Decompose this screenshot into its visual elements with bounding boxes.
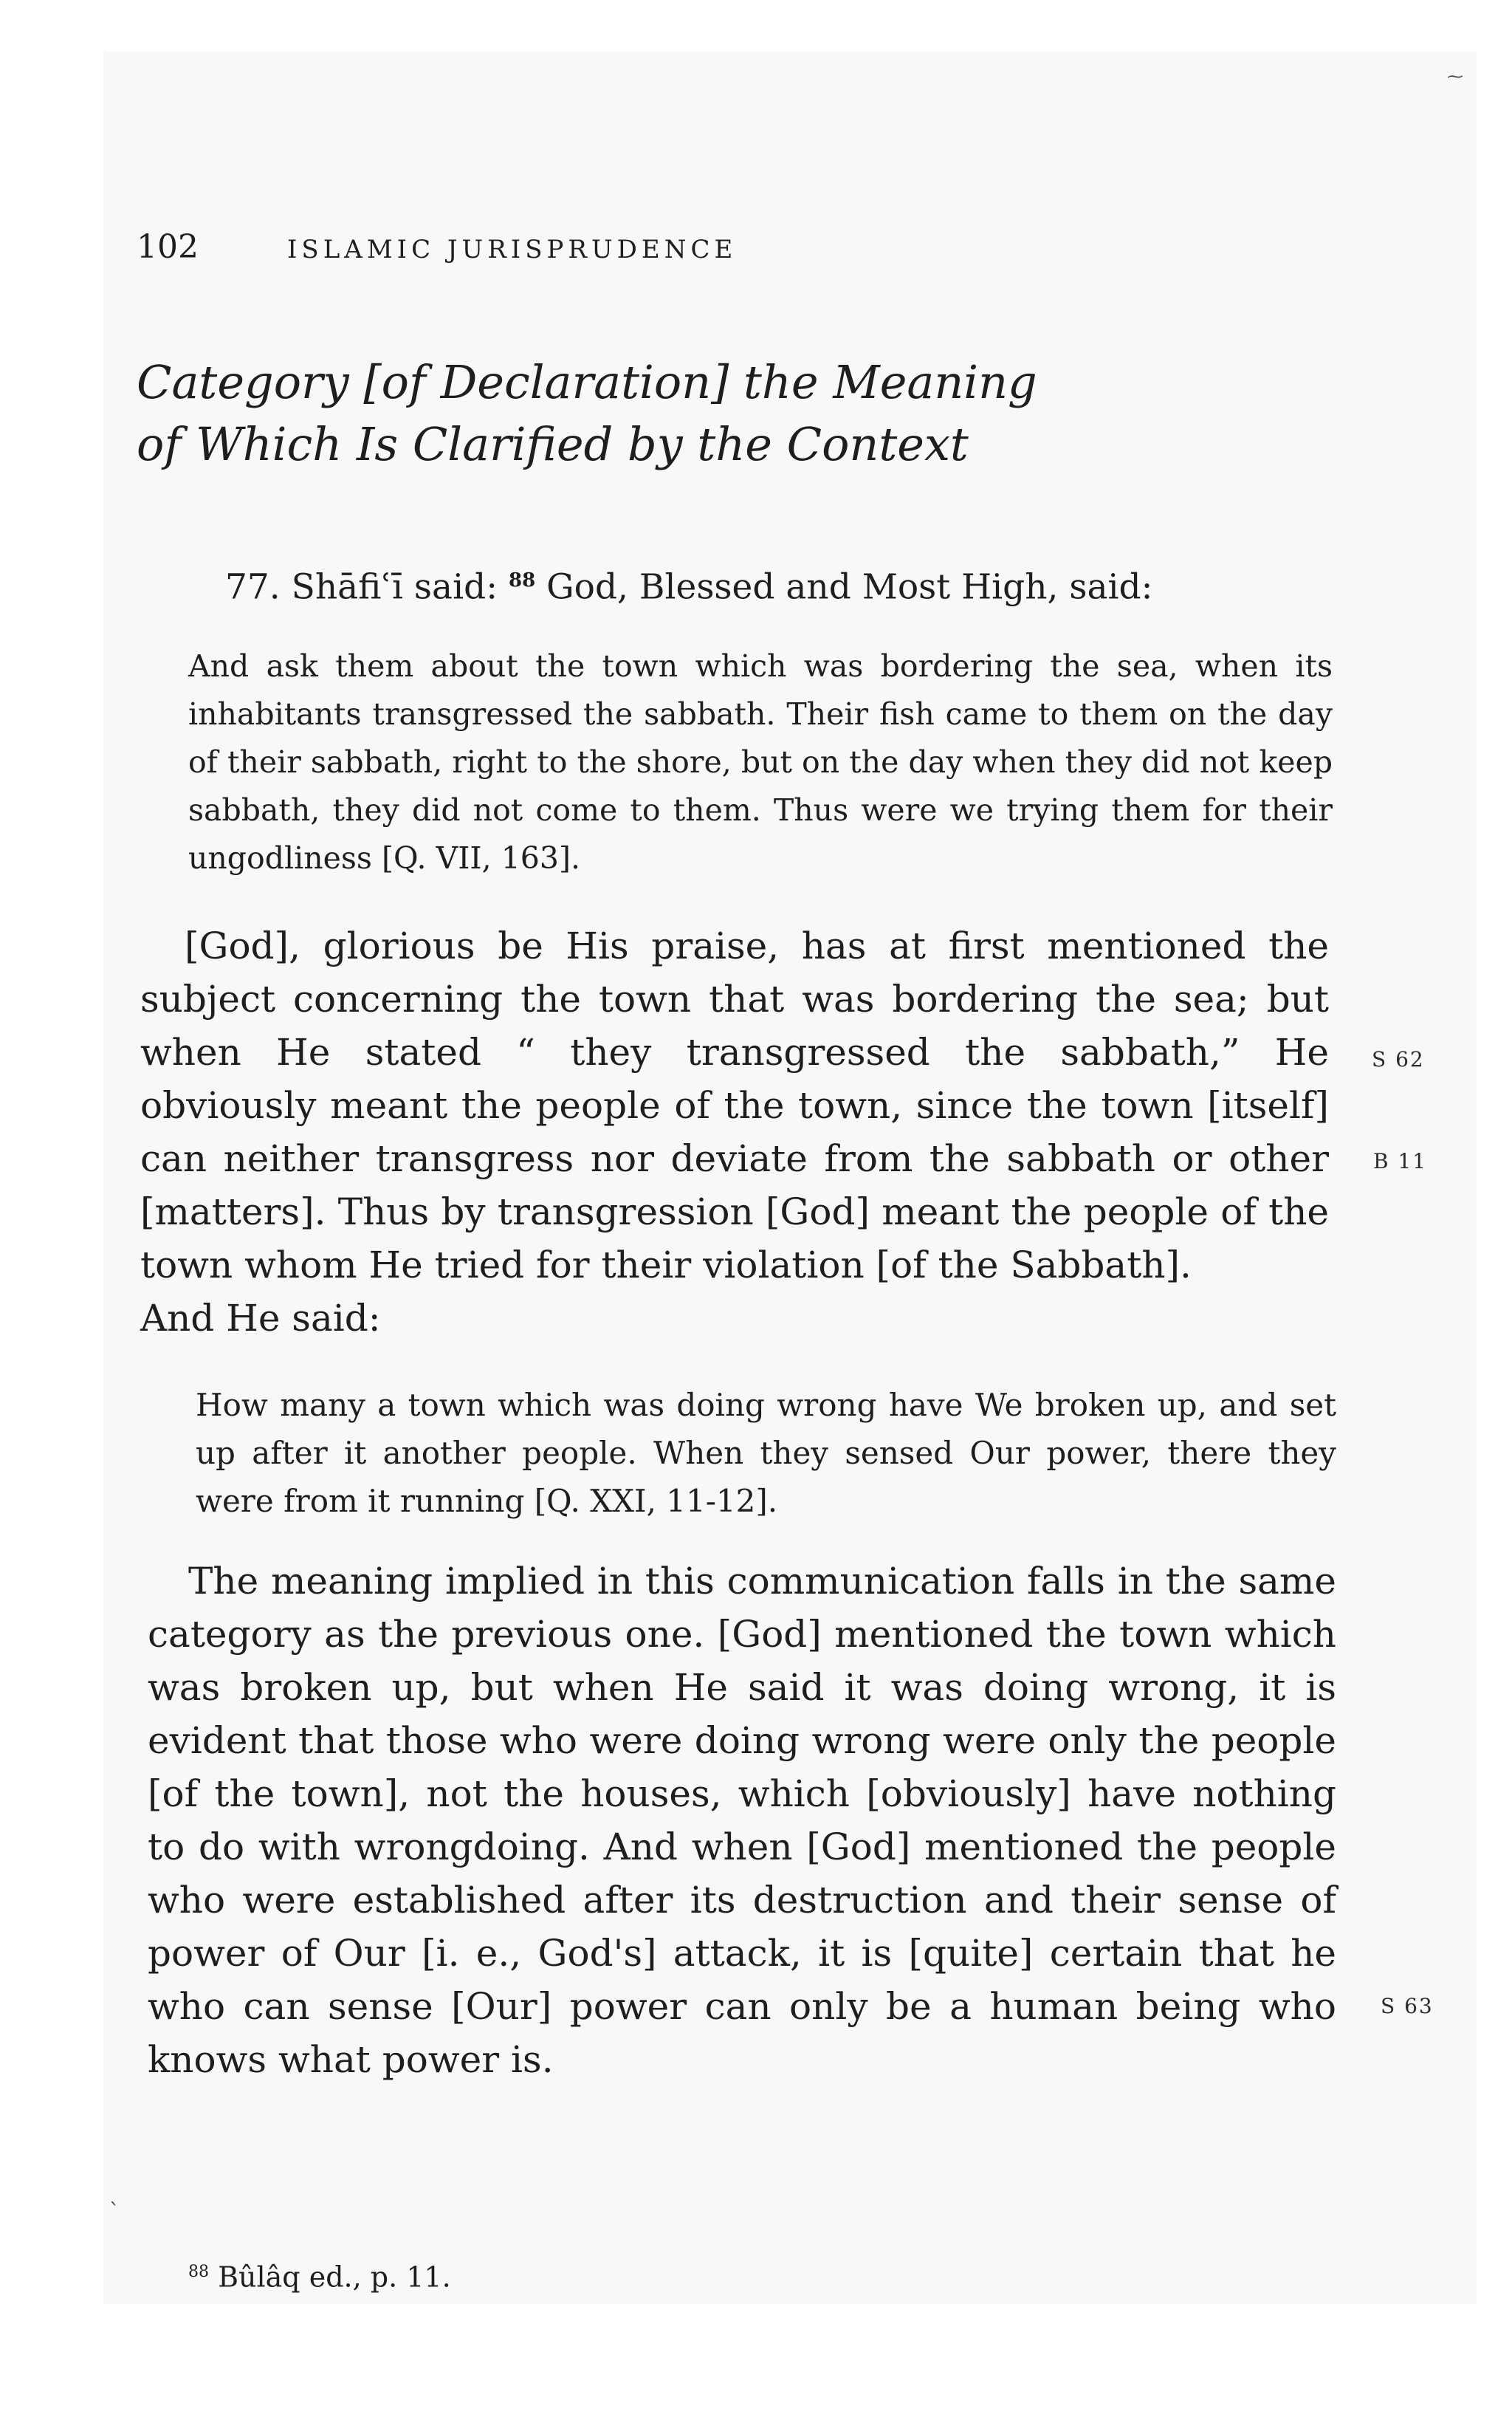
footnote: [188, 2254, 451, 2296]
stray-mark: `: [109, 2199, 120, 2224]
margin-reference-s62: S 62: [1372, 1047, 1425, 1072]
margin-reference-b11: B 11: [1373, 1149, 1428, 1173]
quranic-quotation-1: And ask them about the town which was bordering the sea, when its inhabitants transgressed the sabbath. Their fish came to them on the day of their sabbath, right to the shore, but on the day when they did not keep sabbath, they did not come to them. Thus were we trying them for their ungodliness [Q. VII, 163].: [188, 648, 1333, 876]
running-head: [137, 225, 737, 272]
margin-reference-s63: S 63: [1381, 1994, 1434, 2018]
commentary-paragraph-1: [140, 919, 1329, 1345]
opening-text-continued: God, Blessed and Most High, said:: [546, 566, 1153, 608]
footnote-text: Bûlâq ed., p. 11.: [218, 2260, 451, 2294]
commentary-paragraph-1-text: [God], glorious be His praise, has at first mentioned the subject concerning the town that was bordering the sea; but when He stated “ they transgressed the sabbath,” He obviously meant the people of the town, since the town [itself] can neither transgress nor deviate from the sabbath or other [matters]. Thus by transgression [God] meant the people of the town whom He tried for their violation [of the Sabbath].: [140, 925, 1329, 1286]
opening-text: 77. Shāfiʿī said:: [225, 566, 498, 608]
corner-mark: ⁓: [1447, 68, 1462, 86]
section-heading-line-2: of Which Is Clarified by the Context: [137, 417, 969, 471]
commentary-paragraph-2: The meaning implied in this communication falls in the same category as the previous one. [God] mentioned the town which was broken up, but when He said it was doing wrong, it is evident that those who were doing wrong were only the people [of the town], not the houses, which [obviously] have nothing to do with wrongdoing. And when [God] mentioned the people who were established after its destruction and their sense of power of Our [i. e., God's] attack, it is [quite] certain that he who can sense [Our] power can only be a human being who knows what power is.: [148, 1560, 1336, 2081]
footnote-reference: 88: [508, 569, 536, 592]
quranic-quotation-2: How many a town which was doing wrong have We broken up, and set up after it another people. When they sensed Our power, there they were from it running [Q. XXI, 11-12].: [196, 1387, 1336, 1519]
page-number: 102: [137, 228, 199, 266]
section-heading-line-1: Category [of Declaration] the Meaning: [137, 355, 1037, 409]
running-title: ISLAMIC JURISPRUDENCE: [287, 235, 738, 264]
commentary-paragraph-1-lead-in: And He said:: [140, 1297, 381, 1340]
footnote-marker: 88: [188, 2263, 209, 2281]
section-heading: [137, 352, 1318, 476]
opening-line: [225, 554, 1333, 614]
